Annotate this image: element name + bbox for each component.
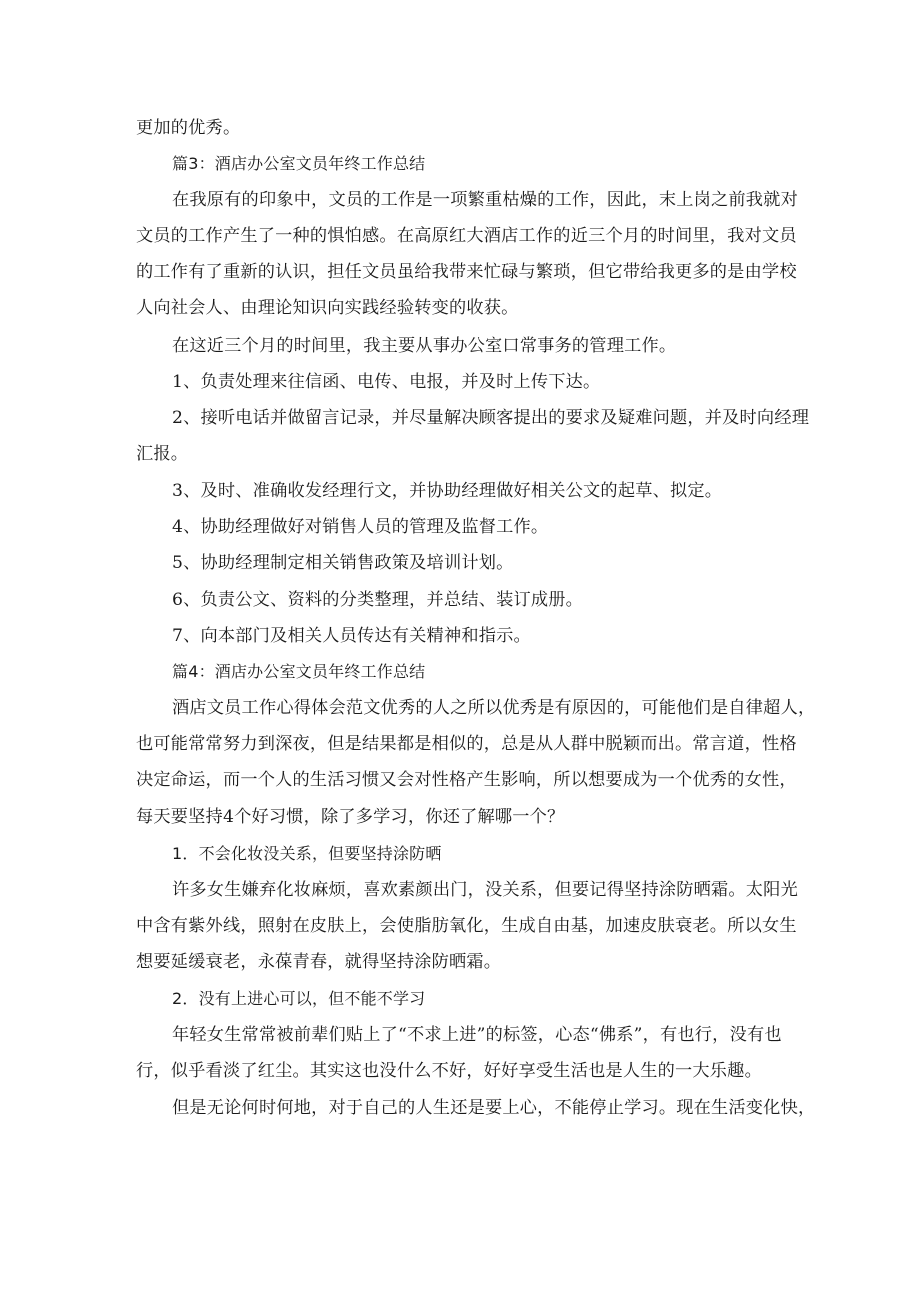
section-heading: 篇4：酒店办公室文员年终工作总结: [172, 662, 426, 681]
paragraph-line: 人向社会人、由理论知识向实践经验转变的收获。: [136, 298, 519, 318]
paragraph-line: 决定命运，而一个人的生活习惯又会对性格产生影响，所以想要成为一个优秀的女性，: [136, 770, 797, 790]
list-item: 5、协助经理制定相关销售政策及培训计划。: [172, 553, 514, 573]
paragraph-line: 的工作有了重新的认识，担任文员虽给我带来忙碌与繁琐，但它带给我更多的是由学校: [136, 262, 797, 282]
paragraph-line: 文员的工作产生了一种的惧怕感。在高原红大酒店工作的近三个月的时间里，我对文员: [136, 226, 797, 246]
paragraph-line: 想要延缓衰老，永葆青春，就得坚持涂防晒霜。: [136, 952, 502, 972]
paragraph-line: 每天要坚持4个好习惯，除了多学习，你还了解哪一个？: [136, 807, 565, 827]
list-item: 2、接听电话并做留言记录，并尽量解决顾客提出的要求及疑难问题，并及时向经理: [172, 408, 810, 428]
paragraph-line: 酒店文员工作心得体会范文优秀的人之所以优秀是有原因的，可能他们是自律超人，: [172, 698, 816, 718]
paragraph-line: 年轻女生常常被前辈们贴上了“不求上进”的标签，心态“佛系”，有也行，没有也: [172, 1025, 782, 1045]
subheading: 2．没有上进心可以，但不能不学习: [172, 989, 426, 1008]
paragraph-line: 但是无论何时何地，对于自己的人生还是要上心，不能停止学习。现在生活变化快，: [172, 1098, 816, 1118]
section-heading: 篇3：酒店办公室文员年终工作总结: [172, 154, 426, 173]
paragraph-line: 行，似乎看淡了红尘。其实这也没什么不好，好好享受生活也是人生的一大乐趣。: [136, 1061, 762, 1081]
subheading: 1．不会化妆没关系，但要坚持涂防晒: [172, 844, 442, 863]
paragraph-line: 在这近三个月的时间里，我主要从事办公室口常事务的管理工作。: [172, 336, 677, 356]
paragraph-line: 汇报。: [136, 444, 189, 464]
list-item: 4、协助经理做好对销售人员的管理及监督工作。: [172, 517, 549, 537]
list-item: 1、负责处理来往信函、电传、电报，并及时上传下达。: [172, 372, 601, 392]
list-item: 3、及时、准确收发经理行文，并协助经理做好相关公文的起草、拟定。: [172, 481, 723, 501]
list-item: 6、负责公文、资料的分类整理，并总结、装订成册。: [172, 590, 584, 610]
paragraph-line: 更加的优秀。: [136, 118, 241, 138]
paragraph-line: 中含有紫外线，照射在皮肤上，会使脂肪氧化，生成自由基，加速皮肤衰老。所以女生: [136, 916, 797, 936]
list-item: 7、向本部门及相关人员传达有关精神和指示。: [172, 626, 531, 646]
paragraph-line: 也可能常常努力到深夜，但是结果都是相似的，总是从人群中脱颖而出。常言道，性格: [136, 734, 797, 754]
paragraph-line: 许多女生嫌弃化妆麻烦，喜欢素颜出门，没关系，但要记得坚持涂防晒霜。太阳光: [172, 880, 798, 900]
paragraph-line: 在我原有的印象中，文员的工作是一项繁重枯燥的工作，因此，末上岗之前我就对: [172, 190, 798, 210]
